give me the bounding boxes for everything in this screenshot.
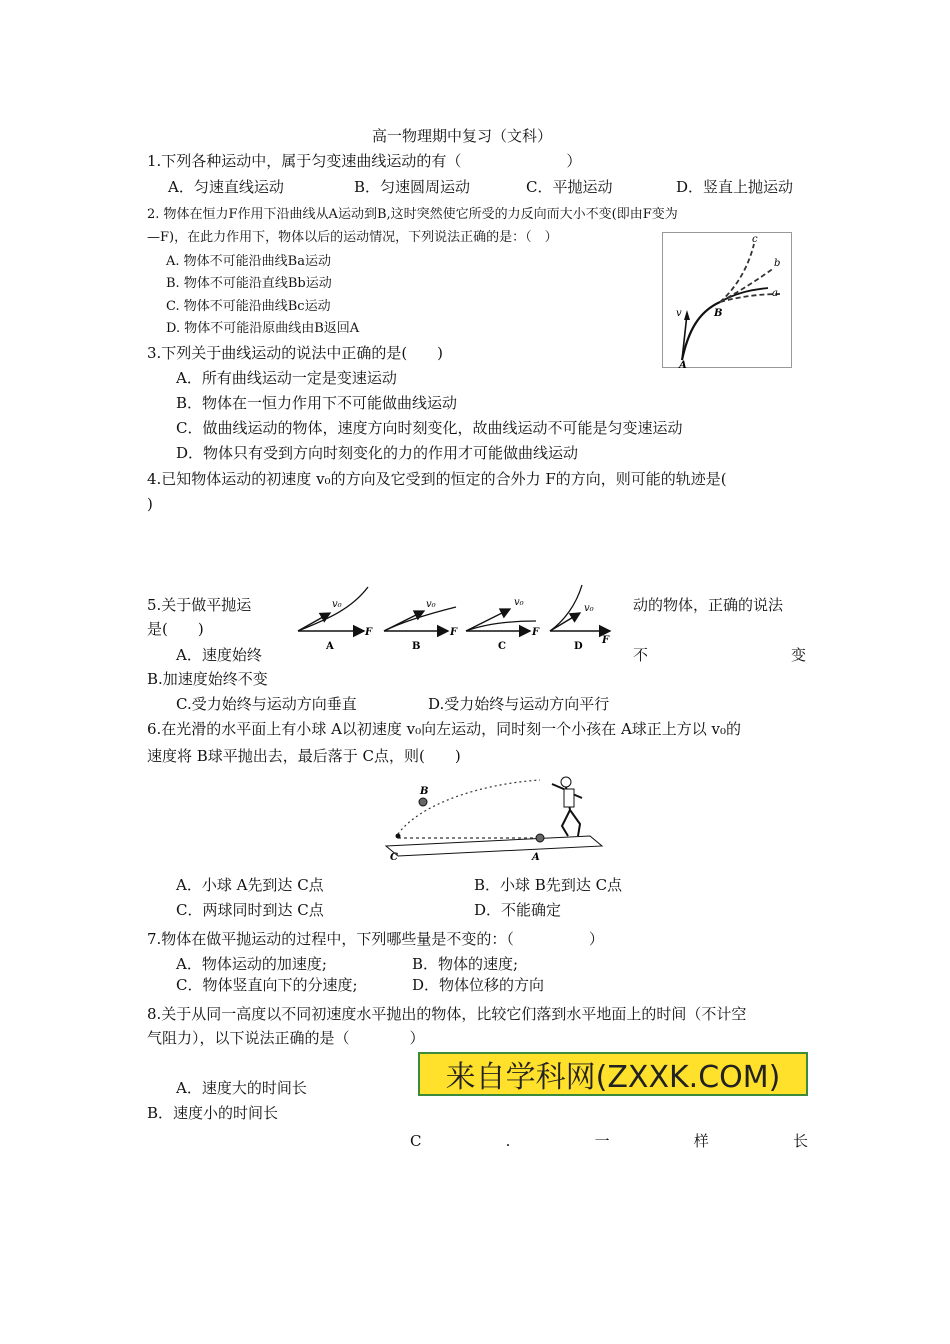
q2-stem-line2: —F)，在此力作用下，物体以后的运动情况，下列说法正确的是：（ ） [147,230,558,245]
q8-option-c-part: C [410,1132,422,1150]
q3-option-b: B．物体在一恒力作用下不可能做曲线运动 [176,394,458,412]
q6-option-c: C．两球同时到达 C点 [176,901,324,919]
q1-option-a: A．匀速直线运动 [168,178,284,196]
q8-option-b: B．速度小的时间长 [147,1104,279,1122]
q8-option-c-part: 长 [792,1132,808,1150]
q3-stem: 3.下列关于曲线运动的说法中正确的是( ) [147,344,444,362]
q8-option-c-part: . [505,1132,511,1150]
q6-projectile-figure [380,774,606,864]
q8-stem-line2: 气阻力），以下说法正确的是（ ） [147,1029,425,1047]
q6-option-d: D．不能确定 [474,901,562,919]
q5-fig-b-v0: v₀ [426,599,436,610]
q2-option-c: C. 物体不可能沿曲线Bc运动 [166,299,331,314]
q7-stem: 7.物体在做平抛运动的过程中，下列哪些量是不变的：（ ） [147,930,604,948]
q2-option-a: A. 物体不可能沿曲线Ba运动 [166,254,331,269]
q2-stem-line1: 2. 物体在恒力F作用下沿曲线从A运动到B,这时突然使它所受的力反向而大小不变(即由F变为 [147,207,678,222]
q8-stem-line1: 8.关于从同一高度以不同初速度水平抛出的物体，比较它们落到水平地面上的时间（不计空 [147,1005,747,1023]
q5-fig-d-f: F [602,635,610,646]
q2-fig-label-a: a [772,288,778,299]
q6-option-b: B．小球 B先到达 C点 [474,876,623,894]
q7-option-a: A．物体运动的加速度; [176,955,327,973]
q5-fig-b-f: F [450,627,458,638]
q5-option-a-left: A．速度始终 [176,646,262,664]
q5-fig-label-a: A [326,641,334,651]
q5-option-b: B.加速度始终不变 [147,670,268,688]
q5-option-c: C.受力始终与运动方向垂直 [176,695,357,713]
q7-option-b: B．物体的速度; [412,955,519,973]
q5-stem-left: 5.关于做平抛运 [147,596,252,614]
q2-option-b: B. 物体不可能沿直线Bb运动 [166,276,332,291]
q2-option-d: D. 物体不可能沿原曲线由B返回A [166,321,360,336]
q5-option-a-right2: 变 [791,646,807,664]
q2-fig-label-a-point: A [679,360,687,368]
q6-fig-label-a: A [532,852,540,863]
q6-stem-line2: 速度将 B球平抛出去，最后落于 C点，则( ) [147,747,461,765]
q8-option-a: A．速度大的时间长 [176,1079,307,1097]
q5-fig-c-f: F [532,627,540,638]
q8-option-c-part: 样 [693,1132,709,1150]
q5-stem-line2: 是( ) [147,620,204,638]
q2-trajectory-figure [662,232,792,368]
q6-option-a: A．小球 A先到达 C点 [176,876,324,894]
q4-stem-line1: 4.已知物体运动的初速度 v₀的方向及它受到的恒定的合外力 F的方向，则可能的轨迹是( [147,470,727,488]
zxxk-logo: 来自学科网(ZXXK.COM) [418,1052,808,1096]
page-title: 高一物理期中复习（文科） [372,127,553,145]
q2-fig-label-b-point: B [714,308,723,319]
q5-fig-a-f: F [365,627,373,638]
q7-option-c: C．物体竖直向下的分速度; [176,976,358,994]
q3-option-d: D．物体只有受到方向时刻变化的力的作用才可能做曲线运动 [176,444,579,462]
q2-fig-label-c: c [752,234,758,245]
q5-option-d: D.受力始终与运动方向平行 [428,695,610,713]
q1-option-b: B．匀速圆周运动 [354,178,471,196]
q3-option-c: C．做曲线运动的物体，速度方向时刻变化，故曲线运动不可能是匀变速运动 [176,419,683,437]
q5-fig-label-b: B [412,641,421,651]
q5-fig-d-v0: v₀ [584,603,594,614]
q2-fig-label-b: b [774,258,781,269]
q5-options-figure [292,583,617,651]
child-shirt [564,789,574,807]
q6-fig-label-c: C [390,852,398,863]
q1-option-c: C．平抛运动 [526,178,613,196]
q8-option-c [410,1131,808,1151]
q6-fig-label-b: B [420,786,429,797]
q5-stem-right: 动的物体，正确的说法 [633,596,784,614]
q1-option-d: D．竖直上抛运动 [676,178,794,196]
q5-fig-c-v0: v₀ [514,597,524,608]
q5-option-a-right1: 不 [633,646,649,664]
q5-fig-label-c: C [498,641,506,651]
q8-option-c-part: 一 [594,1132,610,1150]
q5-fig-a-v0: v₀ [332,599,342,610]
q2-fig-label-v: v [676,308,682,319]
q3-option-a: A．所有曲线运动一定是变速运动 [176,369,397,387]
q4-stem-line2: ) [147,495,153,513]
q7-option-d: D．物体位移的方向 [412,976,545,994]
q6-stem-line1: 6.在光滑的水平面上有小球 A以初速度 v₀向左运动，同时刻一个小孩在 A球正上方以 v₀的 [147,720,742,738]
q1-stem: 1.下列各种运动中，属于匀变速曲线运动的有（ ） [147,152,582,170]
q5-fig-label-d: D [574,641,583,651]
